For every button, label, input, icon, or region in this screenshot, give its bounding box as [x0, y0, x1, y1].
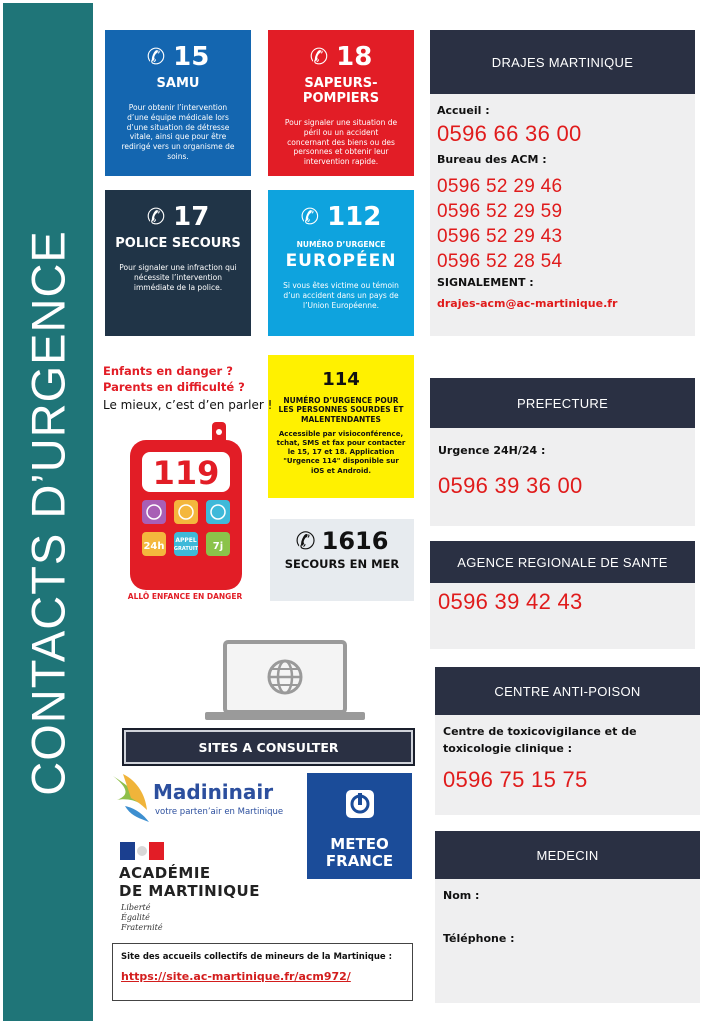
badge-7j: 7j [212, 541, 224, 552]
sourds-desc: Accessible par visioconférence, tchat, SMS et fax pour contacter le 15, 17 et 18. Application "Urgence 114" disponible sur iOS et Android. [276, 430, 406, 475]
pompiers-name: SAPEURS-POMPIERS [302, 76, 380, 106]
enfance-title-line2: Parents en difficulté ? [103, 379, 245, 394]
samu-name: SAMU [156, 76, 200, 91]
drajes-acm-tel-1[interactable]: 0596 52 29 46 [437, 176, 563, 197]
enfance-slogan: Le mieux, c’est d’en parler ! [103, 398, 273, 412]
drajes-acm-tel-4[interactable]: 0596 52 28 54 [437, 251, 563, 272]
title-banner [3, 3, 93, 1021]
motto-egalite: Égalité [121, 913, 150, 922]
phone-icon: ✆ [146, 204, 166, 230]
drajes-accueil-tel[interactable]: 0596 66 36 00 [437, 121, 582, 146]
panel-ars [430, 541, 695, 649]
madininair-name[interactable]: Madininair [153, 780, 274, 804]
page-title: CONTACTS D’URGENCE [21, 230, 75, 796]
police-desc: Pour signaler une infraction qui nécessite l’intervention immédiate de la police. [119, 263, 237, 292]
phone-119-number: 119 [152, 454, 220, 492]
europe-number: 112 [327, 202, 382, 232]
samu-number: 15 [173, 42, 210, 72]
enfance-title-line1: Enfants en danger ? [103, 364, 233, 378]
madininair-tagline: votre parten’air en Martinique [155, 807, 284, 817]
meteo-france-icon [343, 787, 377, 821]
pompiers-desc: Pour signaler une situation de péril ou un accident concernant des biens ou des personnes et obtenir leur intervention rapide. [284, 118, 398, 166]
motto-fraternite: Fraternité [121, 923, 163, 932]
card-samu [105, 30, 251, 176]
phone-icon: ✆ [309, 44, 329, 70]
laptop-globe-icon [205, 640, 415, 730]
card-mer [270, 519, 414, 601]
acm-site-box [112, 943, 413, 1001]
badge-24h: 24h [143, 541, 165, 552]
meteo-line1: METEO [330, 835, 389, 853]
card-sourds [268, 355, 414, 498]
police-number: 17 [173, 202, 210, 232]
prefecture-header: PREFECTURE [430, 378, 695, 428]
antipoison-header: CENTRE ANTI-POISON [435, 667, 700, 715]
motto-liberte: Liberté [121, 903, 151, 912]
badge-gratuit: GRATUIT [173, 546, 199, 552]
panel-prefecture [430, 378, 695, 526]
enfance-title [103, 364, 273, 395]
ars-tel[interactable]: 0596 39 42 43 [438, 589, 583, 614]
card-police [105, 190, 251, 336]
antipoison-label: Centre de toxicovigilance et de toxicologie clinique : [443, 725, 637, 756]
acm-site-text: Site des accueils collectifs de mineurs de la Martinique : [121, 952, 393, 962]
acm-site-link[interactable]: https://site.ac-martinique.fr/acm972/ [121, 970, 351, 983]
mer-number: 1616 [321, 527, 389, 555]
drajes-accueil-label: Accueil : [437, 104, 490, 117]
sites-heading: SITES A CONSULTER [122, 728, 415, 766]
ars-header: AGENCE REGIONALE DE SANTE [430, 541, 695, 583]
sourds-name: NUMÉRO D’URGENCE POUR LES PERSONNES SOURDES ET MALENTENDANTES [278, 396, 404, 424]
prefecture-label: Urgence 24H/24 : [438, 444, 546, 457]
medecin-nom-label: Nom : [443, 889, 480, 902]
phone-icon: ✆ [300, 204, 320, 230]
badge-appel: APPEL [175, 537, 197, 544]
drajes-email[interactable]: drajes-acm@ac-martinique.fr [437, 297, 618, 310]
pompiers-number: 18 [336, 42, 373, 72]
academie-line2: DE MARTINIQUE [119, 882, 260, 900]
phone-119-illustration [128, 422, 248, 592]
drajes-acm-label: Bureau des ACM : [437, 153, 547, 166]
europe-sub: NUMÉRO D’URGENCE [296, 240, 386, 249]
meteo-france-logo[interactable] [307, 773, 412, 879]
drajes-acm-tel-2[interactable]: 0596 52 29 59 [437, 201, 563, 222]
medecin-header: MEDECIN [435, 831, 700, 879]
panel-antipoison [435, 667, 700, 815]
police-name: POLICE SECOURS [115, 236, 241, 251]
drajes-acm-tel-3[interactable]: 0596 52 29 43 [437, 226, 563, 247]
enfance-caption: ALLÔ ENFANCE EN DANGER [127, 592, 243, 601]
medecin-tel-label: Téléphone : [443, 932, 515, 945]
europe-name: EUROPÉEN [285, 251, 397, 271]
mer-name: SECOURS EN MER [284, 557, 400, 571]
sourds-number: 114 [322, 369, 360, 390]
marianne-flag-icon [120, 842, 164, 860]
panel-medecin [435, 831, 700, 1003]
drajes-header: DRAJES MARTINIQUE [430, 30, 695, 94]
samu-desc: Pour obtenir l’intervention d’une équipe médicale lors d’une situation de détresse vitale, ainsi que pour être redirigé vers un organisme de soins. [121, 103, 235, 161]
card-europe [268, 190, 414, 336]
phone-icon: ✆ [295, 527, 316, 555]
academie-motto [121, 903, 163, 933]
meteo-line2: FRANCE [325, 852, 394, 871]
phone-icon: ✆ [146, 44, 166, 70]
panel-drajes [430, 30, 695, 336]
academie-name[interactable] [119, 864, 260, 900]
antipoison-tel[interactable]: 0596 75 15 75 [443, 767, 588, 793]
prefecture-tel[interactable]: 0596 39 36 00 [438, 473, 583, 498]
drajes-signalement-label: SIGNALEMENT : [437, 276, 534, 289]
card-pompiers [268, 30, 414, 176]
europe-desc: Si vous êtes victime ou témoin d’un accident dans un pays de l’Union Européenne. [283, 281, 399, 310]
academie-line1: ACADÉMIE [119, 864, 211, 882]
